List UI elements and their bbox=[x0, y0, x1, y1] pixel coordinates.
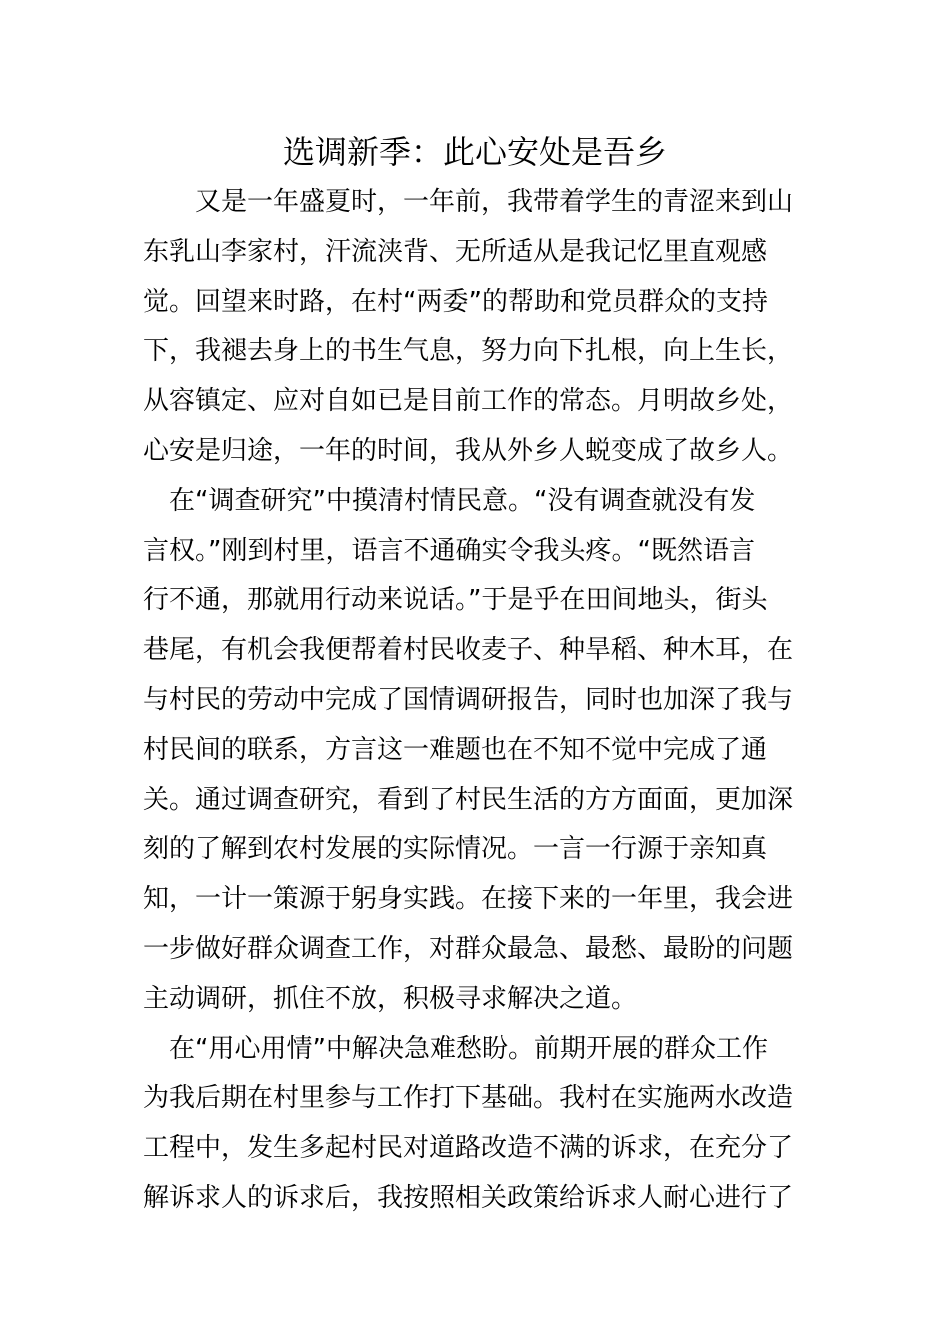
text-line: 村民间的联系，方言这一难题也在不知不觉中完成了通 bbox=[143, 735, 768, 765]
text-line: 主动调研，抓住不放，积极寻求解决之道。 bbox=[143, 984, 638, 1014]
text-line: 巷尾，有机会我便帮着村民收麦子、种旱稻、种木耳，在 bbox=[143, 635, 794, 665]
document-title: 选调新季：此心安处是吾乡 bbox=[282, 133, 667, 171]
text-line: 为我后期在村里参与工作打下基础。我村在实施两水改造 bbox=[143, 1083, 794, 1113]
text-line: 关。通过调查研究，看到了村民生活的方方面面，更加深 bbox=[143, 785, 794, 815]
text-line: 又是一年盛夏时，一年前，我带着学生的青涩来到山 bbox=[143, 187, 794, 217]
text-line: 与村民的劳动中完成了国情调研报告，同时也加深了我与 bbox=[143, 685, 794, 715]
text-line: 在“调查研究”中摸清村情民意。“没有调查就没有发 bbox=[143, 486, 756, 516]
text-line: 行不通，那就用行动来说话。”于是乎在田间地头，街头 bbox=[143, 585, 768, 615]
text-line: 知，一计一策源于躬身实践。在接下来的一年里，我会进 bbox=[143, 884, 794, 914]
text-line: 下，我褪去身上的书生气息，努力向下扎根，向上生长， bbox=[143, 336, 794, 366]
text-line: 心安是归途，一年的时间，我从外乡人蜕变成了故乡人。 bbox=[143, 436, 794, 466]
text-line: 一步做好群众调查工作，对群众最急、最愁、最盼的问题 bbox=[143, 934, 794, 964]
text-line: 觉。回望来时路，在村“两委”的帮助和党员群众的支持 bbox=[143, 287, 768, 317]
text-line: 在“用心用情”中解决急难愁盼。前期开展的群众工作 bbox=[143, 1034, 768, 1064]
text-line: 刻的了解到农村发展的实际情况。一言一行源于亲知真 bbox=[143, 834, 768, 864]
text-line: 东乳山李家村，汗流浃背、无所适从是我记忆里直观感 bbox=[143, 237, 768, 267]
text-line: 解诉求人的诉求后，我按照相关政策给诉求人耐心进行了 bbox=[143, 1183, 794, 1213]
text-line: 言权。”刚到村里，语言不通确实令我头疼。“既然语言 bbox=[143, 536, 755, 566]
text-line: 从容镇定、应对自如已是目前工作的常态。月明故乡处， bbox=[143, 386, 794, 416]
text-line: 工程中，发生多起村民对道路改造不满的诉求，在充分了 bbox=[143, 1133, 794, 1163]
